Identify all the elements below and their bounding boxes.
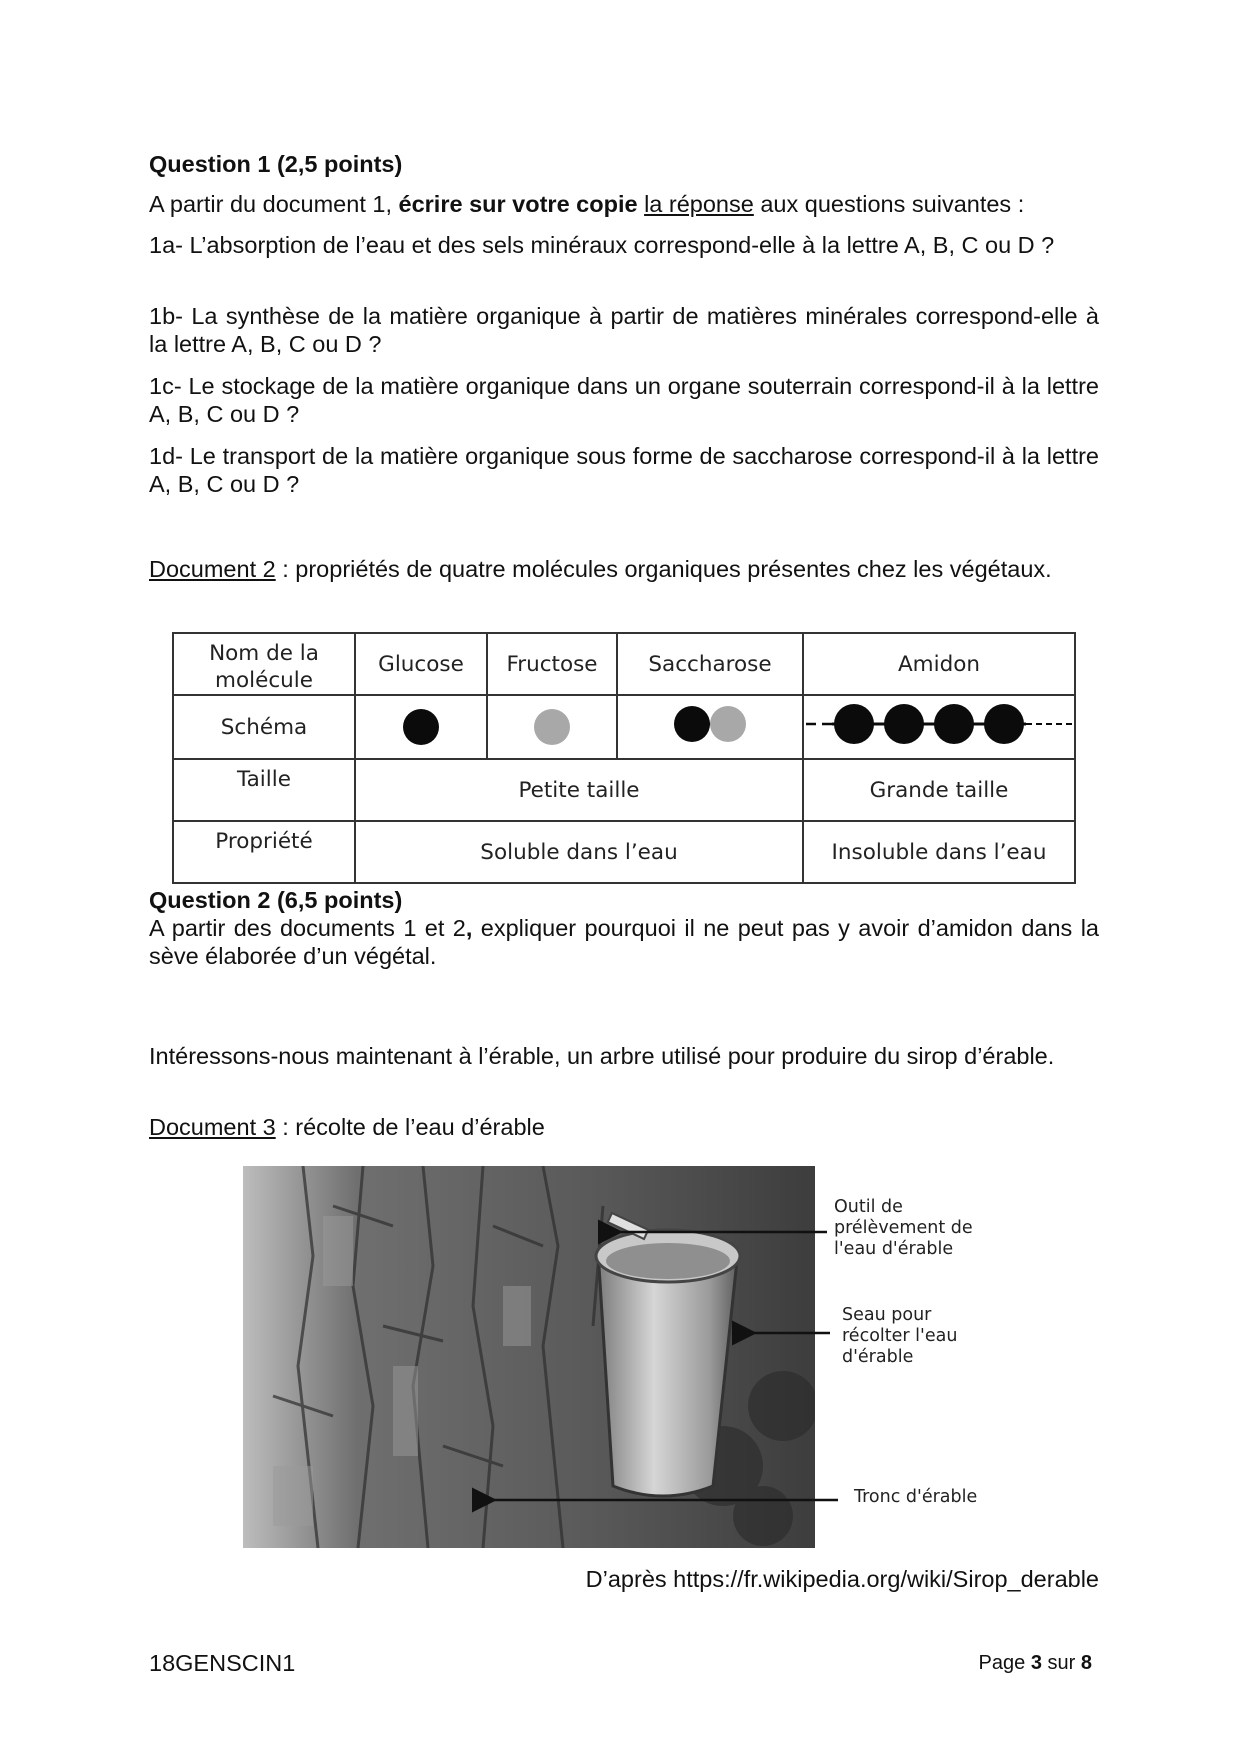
erable-intro: Intéressons-nous maintenant à l’érable, un arbre utilisé pour produire du sirop d’érable. bbox=[149, 1043, 1055, 1069]
question-1-intro: A partir du document 1, écrire sur votre copie la réponse aux questions suivantes : bbox=[149, 191, 1025, 217]
page-number: Page 3 sur 8 bbox=[978, 1652, 1092, 1674]
question-1b: 1b- La synthèse de la matière organique à partir de matières minérales correspond-elle à la lettre A, B, C ou D ? bbox=[149, 303, 1099, 357]
cell-amidon: Amidon bbox=[803, 633, 1075, 695]
question-1c: 1c- Le stockage de la matière organique dans un organe souterrain correspond-il à la lettre A, B, C ou D ? bbox=[149, 373, 1099, 427]
row-header-schema: Schéma bbox=[173, 695, 355, 759]
footer-code: 18GENSCIN1 bbox=[149, 1650, 296, 1676]
question-2-title: Question 2 (6,5 points) bbox=[149, 887, 403, 913]
question-1d: 1d- Le transport de la matière organique sous forme de saccharose correspond-il à la lettre A, B, C ou D ? bbox=[149, 443, 1099, 497]
cell-size-small: Petite taille bbox=[355, 759, 803, 821]
row-header-name: Nom de la molécule bbox=[173, 633, 355, 695]
cell-saccharose: Saccharose bbox=[617, 633, 803, 695]
question-2-text: A partir des documents 1 et 2, expliquer pourquoi il ne peut pas y avoir d’amidon dans la sève élaborée d’un végétal. bbox=[149, 915, 1099, 969]
question-1-title: Question 1 (2,5 points) bbox=[149, 151, 403, 177]
annotation-trunk: Tronc d'érable bbox=[854, 1487, 978, 1507]
document-2-caption: Document 2 : propriétés de quatre molécules organiques présentes chez les végétaux. bbox=[149, 556, 1052, 582]
row-header-size: Taille bbox=[173, 759, 355, 821]
cell-prop-small: Soluble dans l’eau bbox=[355, 821, 803, 883]
photo-source: D’après https://fr.wikipedia.org/wiki/Sirop_derable bbox=[585, 1566, 1099, 1592]
question-1a: 1a- L’absorption de l’eau et des sels minéraux correspond-elle à la lettre A, B, C ou D ? bbox=[149, 232, 1055, 258]
row-header-property: Propriété bbox=[173, 821, 355, 883]
cell-fructose: Fructose bbox=[487, 633, 617, 695]
cell-prop-large: Insoluble dans l’eau bbox=[803, 821, 1075, 883]
cell-glucose: Glucose bbox=[355, 633, 487, 695]
annotation-bucket: Seau pour récolter l'eau d'érable bbox=[842, 1305, 958, 1367]
annotation-tool: Outil de prélèvement de l'eau d'érable bbox=[834, 1197, 973, 1259]
cell-size-large: Grande taille bbox=[803, 759, 1075, 821]
document-3-caption: Document 3 : récolte de l’eau d’érable bbox=[149, 1114, 545, 1140]
